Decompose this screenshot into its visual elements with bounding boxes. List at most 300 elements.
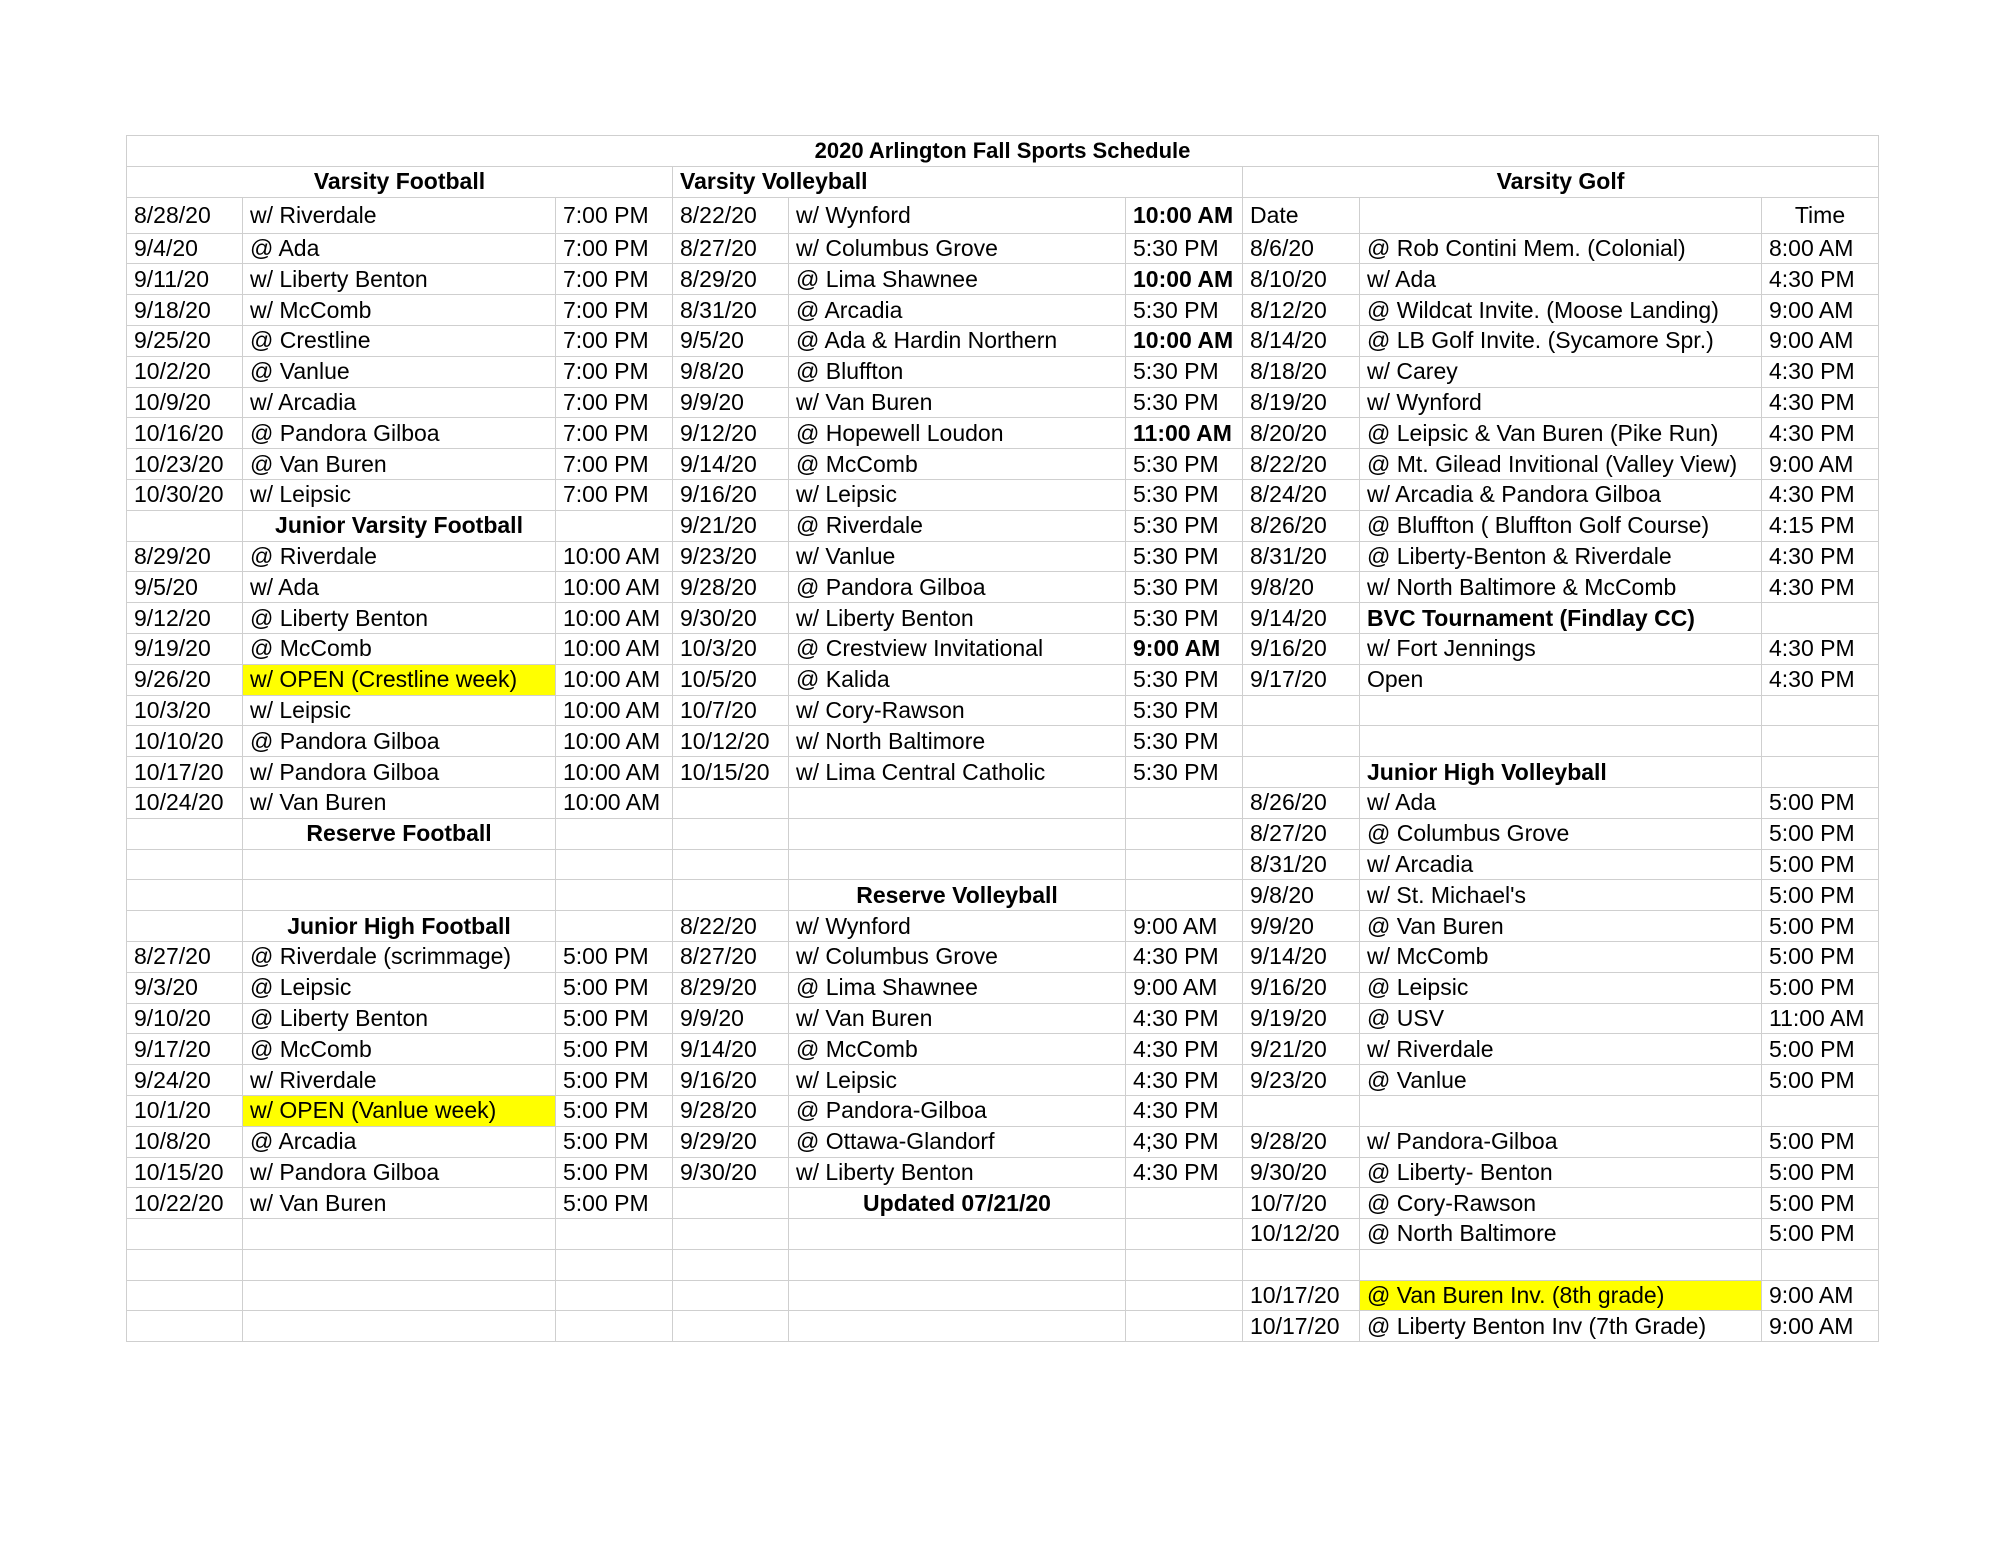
table-row bbox=[127, 603, 1879, 634]
golf-event-cell bbox=[1360, 1095, 1762, 1126]
football-time-cell bbox=[556, 911, 673, 942]
volleyball-date-cell: 9/12/20 bbox=[673, 418, 789, 449]
football-opponent-cell: @ Ada bbox=[243, 233, 556, 264]
table-row bbox=[127, 633, 1879, 664]
table-row bbox=[127, 941, 1879, 972]
football-date-cell: 10/16/20 bbox=[127, 418, 243, 449]
table-row bbox=[127, 1095, 1879, 1126]
football-time-cell bbox=[556, 849, 673, 880]
volleyball-date-cell: 10/5/20 bbox=[673, 664, 789, 695]
table-row bbox=[127, 197, 1879, 233]
football-time-cell: 5:00 PM bbox=[556, 1126, 673, 1157]
golf-date-cell bbox=[1243, 757, 1360, 788]
football-opponent-cell bbox=[243, 880, 556, 911]
volleyball-opponent-cell: @ Bluffton bbox=[789, 356, 1126, 387]
golf-date-cell: 8/24/20 bbox=[1243, 479, 1360, 510]
table-row bbox=[127, 1219, 1879, 1250]
volleyball-date-cell bbox=[673, 880, 789, 911]
table-row bbox=[127, 387, 1879, 418]
volleyball-opponent-cell: @ Ada & Hardin Northern bbox=[789, 325, 1126, 356]
football-date-cell: 8/28/20 bbox=[127, 197, 243, 233]
table-row bbox=[127, 449, 1879, 480]
golf-time-cell: 4:30 PM bbox=[1762, 387, 1879, 418]
golf-event-cell: w/ Ada bbox=[1360, 264, 1762, 295]
volleyball-time-cell bbox=[1126, 1311, 1243, 1342]
volleyball-opponent-cell: Updated 07/21/20 bbox=[789, 1188, 1126, 1219]
section-header-row bbox=[127, 166, 1879, 197]
golf-date-cell: 8/19/20 bbox=[1243, 387, 1360, 418]
volleyball-date-cell bbox=[673, 1219, 789, 1250]
golf-time-cell: 5:00 PM bbox=[1762, 972, 1879, 1003]
volleyball-opponent-cell: w/ Wynford bbox=[789, 197, 1126, 233]
football-opponent-cell: @ Riverdale (scrimmage) bbox=[243, 941, 556, 972]
football-time-cell: 10:00 AM bbox=[556, 603, 673, 634]
football-time-cell: 10:00 AM bbox=[556, 541, 673, 572]
football-time-cell: 7:00 PM bbox=[556, 387, 673, 418]
volleyball-opponent-cell: w/ Van Buren bbox=[789, 387, 1126, 418]
golf-date-cell: 9/30/20 bbox=[1243, 1157, 1360, 1188]
table-row bbox=[127, 479, 1879, 510]
football-time-cell: 5:00 PM bbox=[556, 972, 673, 1003]
volleyball-date-cell: 9/30/20 bbox=[673, 603, 789, 634]
football-time-cell: 10:00 AM bbox=[556, 695, 673, 726]
golf-event-cell: w/ Carey bbox=[1360, 356, 1762, 387]
golf-event-cell bbox=[1360, 695, 1762, 726]
table-row bbox=[127, 757, 1879, 788]
volleyball-date-cell bbox=[673, 1249, 789, 1280]
volleyball-date-cell: 10/15/20 bbox=[673, 757, 789, 788]
volleyball-date-cell bbox=[673, 1280, 789, 1311]
golf-event-cell: BVC Tournament (Findlay CC) bbox=[1360, 603, 1762, 634]
volleyball-time-cell: 5:30 PM bbox=[1126, 757, 1243, 788]
volleyball-time-cell: 5:30 PM bbox=[1126, 356, 1243, 387]
golf-date-cell bbox=[1243, 1095, 1360, 1126]
volleyball-date-cell: 10/7/20 bbox=[673, 695, 789, 726]
football-time-cell: 5:00 PM bbox=[556, 1157, 673, 1188]
volleyball-opponent-cell: @ McComb bbox=[789, 449, 1126, 480]
football-opponent-cell: w/ Riverdale bbox=[243, 1065, 556, 1096]
football-time-cell: 5:00 PM bbox=[556, 1034, 673, 1065]
football-opponent-cell: w/ McComb bbox=[243, 295, 556, 326]
volleyball-opponent-cell: @ Hopewell Loudon bbox=[789, 418, 1126, 449]
volleyball-opponent-cell: @ Pandora-Gilboa bbox=[789, 1095, 1126, 1126]
volleyball-time-cell: 4:30 PM bbox=[1126, 1003, 1243, 1034]
table-row bbox=[127, 911, 1879, 942]
golf-time-cell: 5:00 PM bbox=[1762, 787, 1879, 818]
volleyball-date-cell: 9/14/20 bbox=[673, 449, 789, 480]
football-date-cell bbox=[127, 911, 243, 942]
football-date-cell: 9/17/20 bbox=[127, 1034, 243, 1065]
volleyball-opponent-cell: @ Riverdale bbox=[789, 510, 1126, 541]
volleyball-time-cell: 5:30 PM bbox=[1126, 449, 1243, 480]
golf-time-cell: 4:30 PM bbox=[1762, 264, 1879, 295]
football-time-cell: 7:00 PM bbox=[556, 295, 673, 326]
volleyball-date-cell: 9/5/20 bbox=[673, 325, 789, 356]
volleyball-time-cell: 5:30 PM bbox=[1126, 664, 1243, 695]
volleyball-opponent-cell: @ Lima Shawnee bbox=[789, 972, 1126, 1003]
volleyball-time-cell: 4:30 PM bbox=[1126, 1034, 1243, 1065]
golf-date-cell: 9/16/20 bbox=[1243, 972, 1360, 1003]
football-date-cell: 10/10/20 bbox=[127, 726, 243, 757]
golf-time-cell: 5:00 PM bbox=[1762, 1157, 1879, 1188]
football-date-cell: 9/25/20 bbox=[127, 325, 243, 356]
golf-time-cell: 4:30 PM bbox=[1762, 572, 1879, 603]
golf-time-cell: 9:00 AM bbox=[1762, 295, 1879, 326]
golf-event-cell: @ Vanlue bbox=[1360, 1065, 1762, 1096]
football-time-cell: 7:00 PM bbox=[556, 197, 673, 233]
football-time-cell: 7:00 PM bbox=[556, 233, 673, 264]
table-row bbox=[127, 572, 1879, 603]
football-opponent-cell: Junior High Football bbox=[243, 911, 556, 942]
golf-event-cell: @ Leipsic bbox=[1360, 972, 1762, 1003]
golf-date-cell: 10/17/20 bbox=[1243, 1280, 1360, 1311]
football-opponent-cell: @ Liberty Benton bbox=[243, 603, 556, 634]
football-opponent-cell: @ Pandora Gilboa bbox=[243, 726, 556, 757]
football-date-cell: 10/9/20 bbox=[127, 387, 243, 418]
volleyball-time-cell: 9:00 AM bbox=[1126, 911, 1243, 942]
volleyball-opponent-cell: w/ Liberty Benton bbox=[789, 603, 1126, 634]
golf-event-cell: w/ St. Michael's bbox=[1360, 880, 1762, 911]
golf-date-cell: 8/26/20 bbox=[1243, 510, 1360, 541]
golf-date-cell: 8/10/20 bbox=[1243, 264, 1360, 295]
football-date-cell: 9/4/20 bbox=[127, 233, 243, 264]
golf-time-cell: 4:30 PM bbox=[1762, 356, 1879, 387]
golf-event-cell: w/ Ada bbox=[1360, 787, 1762, 818]
volleyball-date-cell: 9/21/20 bbox=[673, 510, 789, 541]
volleyball-opponent-cell bbox=[789, 1311, 1126, 1342]
volleyball-date-cell: 9/14/20 bbox=[673, 1034, 789, 1065]
golf-time-cell: 5:00 PM bbox=[1762, 1126, 1879, 1157]
football-date-cell: 10/8/20 bbox=[127, 1126, 243, 1157]
volleyball-date-cell: 9/29/20 bbox=[673, 1126, 789, 1157]
volleyball-time-cell: 10:00 AM bbox=[1126, 325, 1243, 356]
golf-date-cell: 9/23/20 bbox=[1243, 1065, 1360, 1096]
volleyball-time-cell: 11:00 AM bbox=[1126, 418, 1243, 449]
volleyball-time-cell: 10:00 AM bbox=[1126, 197, 1243, 233]
volleyball-time-cell: 4:30 PM bbox=[1126, 1065, 1243, 1096]
volleyball-date-cell bbox=[673, 818, 789, 849]
football-opponent-cell: w/ Pandora Gilboa bbox=[243, 1157, 556, 1188]
table-row bbox=[127, 1249, 1879, 1280]
volleyball-date-cell bbox=[673, 1311, 789, 1342]
golf-time-cell: 5:00 PM bbox=[1762, 1065, 1879, 1096]
golf-time-cell: 5:00 PM bbox=[1762, 911, 1879, 942]
table-row bbox=[127, 880, 1879, 911]
football-time-cell: 5:00 PM bbox=[556, 1095, 673, 1126]
football-date-cell: 10/30/20 bbox=[127, 479, 243, 510]
golf-event-cell: @ Liberty- Benton bbox=[1360, 1157, 1762, 1188]
football-opponent-cell: w/ Leipsic bbox=[243, 479, 556, 510]
football-date-cell bbox=[127, 1219, 243, 1250]
golf-date-cell: 9/14/20 bbox=[1243, 941, 1360, 972]
football-time-cell bbox=[556, 510, 673, 541]
golf-date-cell: 8/27/20 bbox=[1243, 818, 1360, 849]
football-opponent-cell: w/ Liberty Benton bbox=[243, 264, 556, 295]
football-date-cell: 10/22/20 bbox=[127, 1188, 243, 1219]
football-time-cell: 10:00 AM bbox=[556, 633, 673, 664]
football-date-cell: 9/18/20 bbox=[127, 295, 243, 326]
golf-time-cell: 4:30 PM bbox=[1762, 633, 1879, 664]
football-opponent-cell bbox=[243, 1280, 556, 1311]
volleyball-date-cell: 9/16/20 bbox=[673, 479, 789, 510]
volleyball-date-cell bbox=[673, 849, 789, 880]
golf-time-cell: 5:00 PM bbox=[1762, 1188, 1879, 1219]
golf-event-cell: w/ Riverdale bbox=[1360, 1034, 1762, 1065]
football-time-cell bbox=[556, 818, 673, 849]
football-opponent-cell bbox=[243, 1311, 556, 1342]
football-opponent-cell: @ Van Buren bbox=[243, 449, 556, 480]
golf-time-cell: 9:00 AM bbox=[1762, 325, 1879, 356]
table-row bbox=[127, 1034, 1879, 1065]
volleyball-opponent-cell: w/ North Baltimore bbox=[789, 726, 1126, 757]
golf-time-cell bbox=[1762, 757, 1879, 788]
golf-date-cell: 8/18/20 bbox=[1243, 356, 1360, 387]
volleyball-opponent-cell bbox=[789, 818, 1126, 849]
football-opponent-cell: @ McComb bbox=[243, 1034, 556, 1065]
volleyball-opponent-cell: @ Arcadia bbox=[789, 295, 1126, 326]
table-row bbox=[127, 510, 1879, 541]
golf-date-cell: 8/22/20 bbox=[1243, 449, 1360, 480]
golf-event-cell: Open bbox=[1360, 664, 1762, 695]
golf-event-cell: @ Cory-Rawson bbox=[1360, 1188, 1762, 1219]
football-date-cell bbox=[127, 1280, 243, 1311]
football-date-cell bbox=[127, 1249, 243, 1280]
volleyball-time-cell bbox=[1126, 1219, 1243, 1250]
volleyball-opponent-cell: @ McComb bbox=[789, 1034, 1126, 1065]
volleyball-time-cell: 5:30 PM bbox=[1126, 233, 1243, 264]
football-date-cell: 9/12/20 bbox=[127, 603, 243, 634]
golf-event-cell bbox=[1360, 726, 1762, 757]
volleyball-opponent-cell: w/ Columbus Grove bbox=[789, 233, 1126, 264]
golf-date-cell: 10/7/20 bbox=[1243, 1188, 1360, 1219]
table-row bbox=[127, 818, 1879, 849]
golf-event-cell: w/ Arcadia & Pandora Gilboa bbox=[1360, 479, 1762, 510]
table-row bbox=[127, 1003, 1879, 1034]
table-row bbox=[127, 1311, 1879, 1342]
football-opponent-cell: w/ Van Buren bbox=[243, 787, 556, 818]
volleyball-opponent-cell: w/ Cory-Rawson bbox=[789, 695, 1126, 726]
volleyball-opponent-cell: @ Ottawa-Glandorf bbox=[789, 1126, 1126, 1157]
volleyball-opponent-cell: @ Crestview Invitational bbox=[789, 633, 1126, 664]
golf-time-cell: 4:15 PM bbox=[1762, 510, 1879, 541]
football-time-cell: 10:00 AM bbox=[556, 664, 673, 695]
golf-time-cell: 5:00 PM bbox=[1762, 1219, 1879, 1250]
football-time-cell: 5:00 PM bbox=[556, 1188, 673, 1219]
golf-time-cell: 9:00 AM bbox=[1762, 449, 1879, 480]
volleyball-date-cell: 9/30/20 bbox=[673, 1157, 789, 1188]
volleyball-opponent-cell: @ Kalida bbox=[789, 664, 1126, 695]
football-opponent-cell: @ Riverdale bbox=[243, 541, 556, 572]
volleyball-time-cell: 5:30 PM bbox=[1126, 726, 1243, 757]
football-opponent-cell: w/ Ada bbox=[243, 572, 556, 603]
football-time-cell: 7:00 PM bbox=[556, 418, 673, 449]
volleyball-date-cell: 8/22/20 bbox=[673, 197, 789, 233]
volleyball-date-cell: 8/29/20 bbox=[673, 972, 789, 1003]
volleyball-date-cell: 9/28/20 bbox=[673, 572, 789, 603]
football-time-cell bbox=[556, 1280, 673, 1311]
golf-date-cell: 9/9/20 bbox=[1243, 911, 1360, 942]
football-date-cell: 9/10/20 bbox=[127, 1003, 243, 1034]
football-opponent-cell: w/ OPEN (Vanlue week) bbox=[243, 1095, 556, 1126]
volleyball-date-cell: 9/9/20 bbox=[673, 1003, 789, 1034]
golf-date-cell: 8/20/20 bbox=[1243, 418, 1360, 449]
volleyball-time-cell: 10:00 AM bbox=[1126, 264, 1243, 295]
golf-event-cell: @ Leipsic & Van Buren (Pike Run) bbox=[1360, 418, 1762, 449]
golf-event-cell: @ Van Buren bbox=[1360, 911, 1762, 942]
golf-time-cell: 5:00 PM bbox=[1762, 849, 1879, 880]
golf-time-cell: Time bbox=[1762, 197, 1879, 233]
volleyball-date-cell bbox=[673, 787, 789, 818]
golf-event-cell: @ Mt. Gilead Invitional (Valley View) bbox=[1360, 449, 1762, 480]
golf-event-cell: @ North Baltimore bbox=[1360, 1219, 1762, 1250]
golf-time-cell: 4:30 PM bbox=[1762, 541, 1879, 572]
golf-date-cell: 9/17/20 bbox=[1243, 664, 1360, 695]
volleyball-time-cell: 4;30 PM bbox=[1126, 1126, 1243, 1157]
golf-time-cell: 8:00 AM bbox=[1762, 233, 1879, 264]
golf-time-cell bbox=[1762, 1095, 1879, 1126]
golf-date-cell: 9/8/20 bbox=[1243, 880, 1360, 911]
football-date-cell: 10/24/20 bbox=[127, 787, 243, 818]
football-time-cell: 10:00 AM bbox=[556, 787, 673, 818]
golf-time-cell: 5:00 PM bbox=[1762, 880, 1879, 911]
volleyball-time-cell: 5:30 PM bbox=[1126, 387, 1243, 418]
football-time-cell bbox=[556, 1249, 673, 1280]
golf-date-cell: 9/28/20 bbox=[1243, 1126, 1360, 1157]
golf-time-cell: 5:00 PM bbox=[1762, 818, 1879, 849]
volleyball-time-cell: 5:30 PM bbox=[1126, 510, 1243, 541]
volleyball-time-cell: 9:00 AM bbox=[1126, 972, 1243, 1003]
table-row bbox=[127, 695, 1879, 726]
football-time-cell: 7:00 PM bbox=[556, 356, 673, 387]
golf-time-cell: 4:30 PM bbox=[1762, 418, 1879, 449]
golf-event-cell: @ Columbus Grove bbox=[1360, 818, 1762, 849]
volleyball-date-cell: 9/23/20 bbox=[673, 541, 789, 572]
golf-date-cell bbox=[1243, 695, 1360, 726]
football-opponent-cell: w/ Riverdale bbox=[243, 197, 556, 233]
golf-event-cell: @ USV bbox=[1360, 1003, 1762, 1034]
volleyball-opponent-cell: w/ Leipsic bbox=[789, 479, 1126, 510]
golf-date-cell: 8/14/20 bbox=[1243, 325, 1360, 356]
football-time-cell: 5:00 PM bbox=[556, 1065, 673, 1096]
football-date-cell bbox=[127, 1311, 243, 1342]
golf-date-cell: 9/14/20 bbox=[1243, 603, 1360, 634]
volleyball-time-cell bbox=[1126, 818, 1243, 849]
golf-event-cell: w/ McComb bbox=[1360, 941, 1762, 972]
golf-event-cell bbox=[1360, 197, 1762, 233]
golf-date-cell: 8/31/20 bbox=[1243, 541, 1360, 572]
volleyball-opponent-cell: w/ Liberty Benton bbox=[789, 1157, 1126, 1188]
football-opponent-cell: w/ Arcadia bbox=[243, 387, 556, 418]
volleyball-time-cell bbox=[1126, 1188, 1243, 1219]
football-time-cell: 7:00 PM bbox=[556, 325, 673, 356]
golf-time-cell: 9:00 AM bbox=[1762, 1280, 1879, 1311]
volleyball-date-cell: 9/9/20 bbox=[673, 387, 789, 418]
golf-event-cell: @ Van Buren Inv. (8th grade) bbox=[1360, 1280, 1762, 1311]
football-time-cell: 7:00 PM bbox=[556, 479, 673, 510]
football-opponent-cell: @ Arcadia bbox=[243, 1126, 556, 1157]
golf-event-cell: w/ North Baltimore & McComb bbox=[1360, 572, 1762, 603]
football-opponent-cell: Junior Varsity Football bbox=[243, 510, 556, 541]
schedule-table bbox=[126, 135, 1879, 1342]
volleyball-opponent-cell: w/ Leipsic bbox=[789, 1065, 1126, 1096]
table-row bbox=[127, 664, 1879, 695]
football-date-cell: 8/29/20 bbox=[127, 541, 243, 572]
volleyball-time-cell: 4:30 PM bbox=[1126, 1095, 1243, 1126]
volleyball-opponent-cell bbox=[789, 1280, 1126, 1311]
football-date-cell: 9/26/20 bbox=[127, 664, 243, 695]
volleyball-opponent-cell: @ Lima Shawnee bbox=[789, 264, 1126, 295]
football-opponent-cell: w/ Van Buren bbox=[243, 1188, 556, 1219]
volleyball-opponent-cell bbox=[789, 849, 1126, 880]
volleyball-date-cell: 9/16/20 bbox=[673, 1065, 789, 1096]
volleyball-date-cell: 8/29/20 bbox=[673, 264, 789, 295]
table-row bbox=[127, 264, 1879, 295]
golf-time-cell: 5:00 PM bbox=[1762, 941, 1879, 972]
football-date-cell bbox=[127, 818, 243, 849]
volleyball-opponent-cell bbox=[789, 1249, 1126, 1280]
golf-time-cell: 4:30 PM bbox=[1762, 664, 1879, 695]
football-time-cell: 7:00 PM bbox=[556, 449, 673, 480]
football-date-cell: 9/3/20 bbox=[127, 972, 243, 1003]
volleyball-date-cell: 9/8/20 bbox=[673, 356, 789, 387]
varsity-golf-header: Varsity Golf bbox=[1243, 166, 1879, 197]
football-date-cell: 10/15/20 bbox=[127, 1157, 243, 1188]
golf-date-cell: Date bbox=[1243, 197, 1360, 233]
football-date-cell: 10/17/20 bbox=[127, 757, 243, 788]
football-time-cell bbox=[556, 1219, 673, 1250]
football-time-cell: 7:00 PM bbox=[556, 264, 673, 295]
volleyball-time-cell: 5:30 PM bbox=[1126, 479, 1243, 510]
football-time-cell bbox=[556, 880, 673, 911]
football-opponent-cell: @ Leipsic bbox=[243, 972, 556, 1003]
volleyball-time-cell: 4:30 PM bbox=[1126, 941, 1243, 972]
golf-event-cell: @ LB Golf Invite. (Sycamore Spr.) bbox=[1360, 325, 1762, 356]
table-row bbox=[127, 295, 1879, 326]
volleyball-opponent-cell: w/ Columbus Grove bbox=[789, 941, 1126, 972]
golf-date-cell: 8/12/20 bbox=[1243, 295, 1360, 326]
varsity-volleyball-header: Varsity Volleyball bbox=[673, 166, 1243, 197]
golf-date-cell: 10/17/20 bbox=[1243, 1311, 1360, 1342]
golf-event-cell: @ Liberty-Benton & Riverdale bbox=[1360, 541, 1762, 572]
golf-event-cell bbox=[1360, 1249, 1762, 1280]
table-row bbox=[127, 849, 1879, 880]
volleyball-opponent-cell bbox=[789, 1219, 1126, 1250]
volleyball-time-cell: 5:30 PM bbox=[1126, 572, 1243, 603]
volleyball-opponent-cell: w/ Van Buren bbox=[789, 1003, 1126, 1034]
volleyball-opponent-cell: Reserve Volleyball bbox=[789, 880, 1126, 911]
football-date-cell: 10/23/20 bbox=[127, 449, 243, 480]
golf-time-cell bbox=[1762, 695, 1879, 726]
football-date-cell: 10/2/20 bbox=[127, 356, 243, 387]
golf-event-cell: w/ Wynford bbox=[1360, 387, 1762, 418]
golf-time-cell bbox=[1762, 1249, 1879, 1280]
golf-time-cell bbox=[1762, 726, 1879, 757]
football-opponent-cell: @ McComb bbox=[243, 633, 556, 664]
volleyball-opponent-cell bbox=[789, 787, 1126, 818]
volleyball-time-cell bbox=[1126, 1280, 1243, 1311]
golf-time-cell: 11:00 AM bbox=[1762, 1003, 1879, 1034]
football-date-cell bbox=[127, 510, 243, 541]
table-row bbox=[127, 418, 1879, 449]
football-time-cell: 5:00 PM bbox=[556, 1003, 673, 1034]
football-date-cell: 9/11/20 bbox=[127, 264, 243, 295]
golf-date-cell: 8/31/20 bbox=[1243, 849, 1360, 880]
volleyball-time-cell: 5:30 PM bbox=[1126, 541, 1243, 572]
table-row bbox=[127, 1280, 1879, 1311]
golf-date-cell: 8/6/20 bbox=[1243, 233, 1360, 264]
table-row bbox=[127, 541, 1879, 572]
table-row bbox=[127, 1188, 1879, 1219]
